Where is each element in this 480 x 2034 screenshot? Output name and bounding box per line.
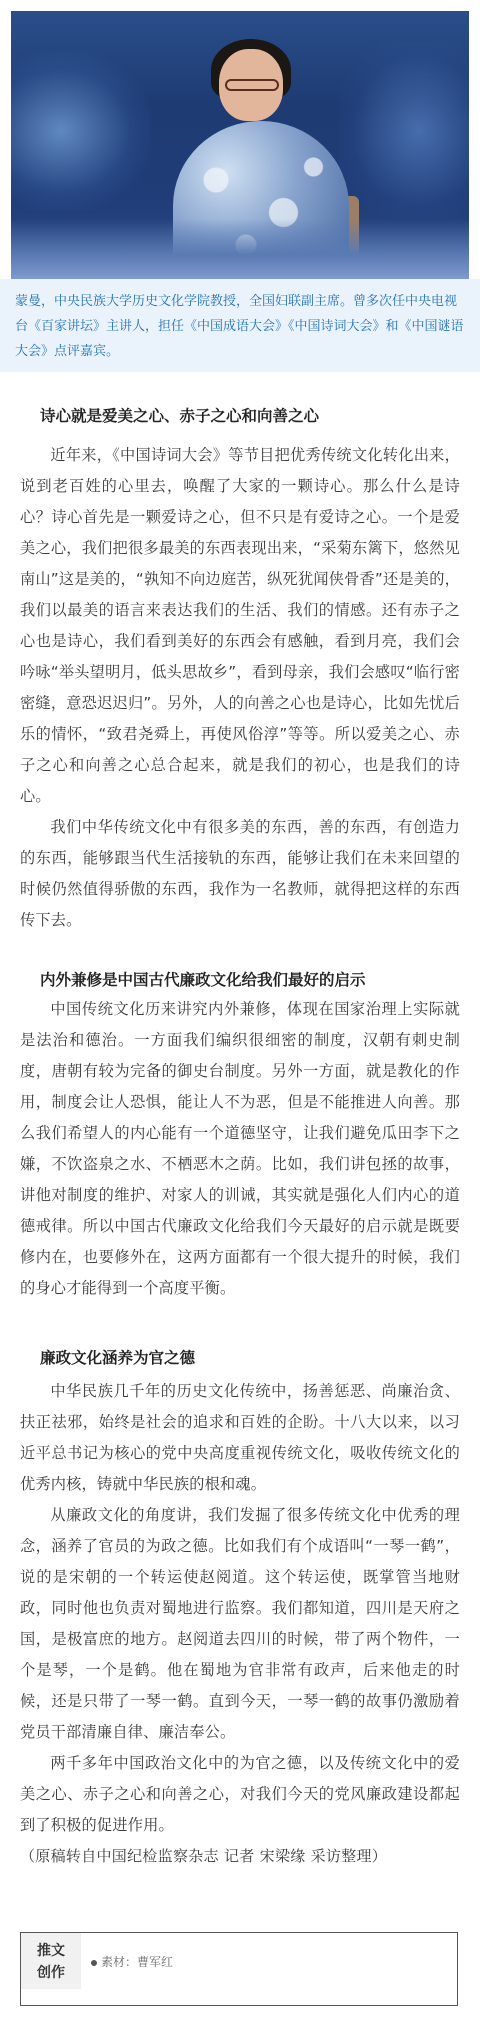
section-title: 廉政文化涵养为官之德 (40, 1349, 196, 1367)
section-integrity-culture (0, 1344, 480, 1841)
section-title: 诗心就是爱美之心、赤子之心和向善之心 (40, 407, 320, 425)
section-inner-outer (0, 966, 480, 1304)
paragraph: 两千多年中国政治文化中的为官之德，以及传统文化中的爱美之心、赤子之心和向善之心，对我们今天的党风廉政建设都起到了积极的促进作用。 (20, 1754, 460, 1834)
section-title: 内外兼修是中国古代廉政文化给我们最好的启示 (40, 971, 366, 989)
credit-tag-line1: 推文 (37, 1943, 65, 1959)
credit-tag (21, 1933, 81, 1989)
paragraph: 中国传统文化历来讲究内外兼修，体现在国家治理上实际就是法治和德治。一方面我们编织很细密的制度，汉朝有刺史制度，唐朝有较为完备的御史台制度。另外一方面，就是教化的作用，制度会让人恐惧，能让人不为恶，但是不能推进人向善。那么我们希望人的内心能有一个道德坚守，让我们避免瓜田李下之嫌，不饮盗泉之水、不栖恶木之荫。比如，我们讲包拯的故事，讲他对制度的维护、对家人的训诫，其实就是强化人们内心的道德戒律。所以中国古代廉政文化给我们今天最好的启示就是既要修内在，也要修外在，这两方面都有一个很大提升的时候，我们的身心才能得到一个高度平衡。 (20, 1000, 460, 1297)
section-poetic-heart (0, 402, 480, 936)
bullet-icon (91, 1960, 97, 1966)
glasses (225, 79, 279, 91)
paragraph: 近年来，《中国诗词大会》等节目把优秀传统文化转化出来，说到老百姓的心里去，唤醒了大家的一颗诗心。那么什么是诗心？诗心首先是一颗爱诗之心，但不只是有爱诗之心。一个是爱美之心，我们把很多最美的东西表现出来，“采菊东篱下，悠然见南山”这是美的，“孰知不向边庭苦，纵死犹闻侠骨香”还是美的，我们以最美的语言来表达我们的生活、我们的情感。还有赤子之心也是诗心，我们看到美好的东西会有感触，看到月亮，我们会吟咏“举头望明月，低头思故乡”，看到母亲，我们会感叹“临行密密缝，意恐迟迟归”。另外，人的向善之心也是诗心，比如先忧后乐的情怀，“致君尧舜上，再使风俗淳”等等。所以爱美之心、赤子之心和向善之心总合起来，就是我们的初心，也是我们的诗心。 (20, 446, 460, 805)
credit-box (20, 1932, 458, 2006)
stage-light-left (11, 51, 151, 211)
source-note: （原稿转自中国纪检监察杂志 记者 宋梁缘 采访整理） (20, 1847, 388, 1865)
photo-caption: 蒙曼，中央民族大学历史文化学院教授，全国妇联副主席。曾多次任中央电视台《百家讲坛》主讲人，担任《中国成语大会》《中国诗词大会》和《中国谜语大会》点评嘉宾。 (0, 279, 480, 372)
stage-floor (11, 219, 469, 279)
paragraph: 我们中华传统文化中有很多美的东西，善的东西，有创造力的东西，能够跟当代生活接轨的东西，能够让我们在未来回望的时候仍然值得骄傲的东西，我作为一名教师，就得把这样的东西传下去。 (20, 818, 460, 929)
stage-light-right (339, 41, 469, 221)
credit-tag-line2: 创作 (37, 1965, 65, 1981)
paragraph: 中华民族几千年的历史文化传统中，扬善惩恶、尚廉治贪、扶正祛邪，始终是社会的追求和百姓的企盼。十八大以来，以习近平总书记为核心的党中央高度重视传统文化，吸收传统文化的优秀内核，铸就中华民族的根和魂。 (20, 1382, 460, 1493)
material-text: 素材：曹军红 (101, 1955, 174, 1969)
paragraph: 从廉政文化的角度讲，我们发掘了很多传统文化中优秀的理念，涵养了官员的为政之德。比如我们有个成语叫“一琴一鹤”，说的是宋朝的一个转运使赵阅道。这个转运使，既掌管当地财政，同时他也负责对蜀地进行监察。我们都知道，四川是天府之国，是极富庶的地方。赵阅道去四川的时候，带了两个物件，一个是琴，一个是鹤。他在蜀地为官非常有政声，后来他走的时候，还是只带了一琴一鹤。直到今天，一琴一鹤的故事仍激励着党员干部清廉自律、廉洁奉公。 (20, 1506, 460, 1741)
hero-photo (11, 11, 469, 279)
credit-material (91, 1953, 173, 1970)
